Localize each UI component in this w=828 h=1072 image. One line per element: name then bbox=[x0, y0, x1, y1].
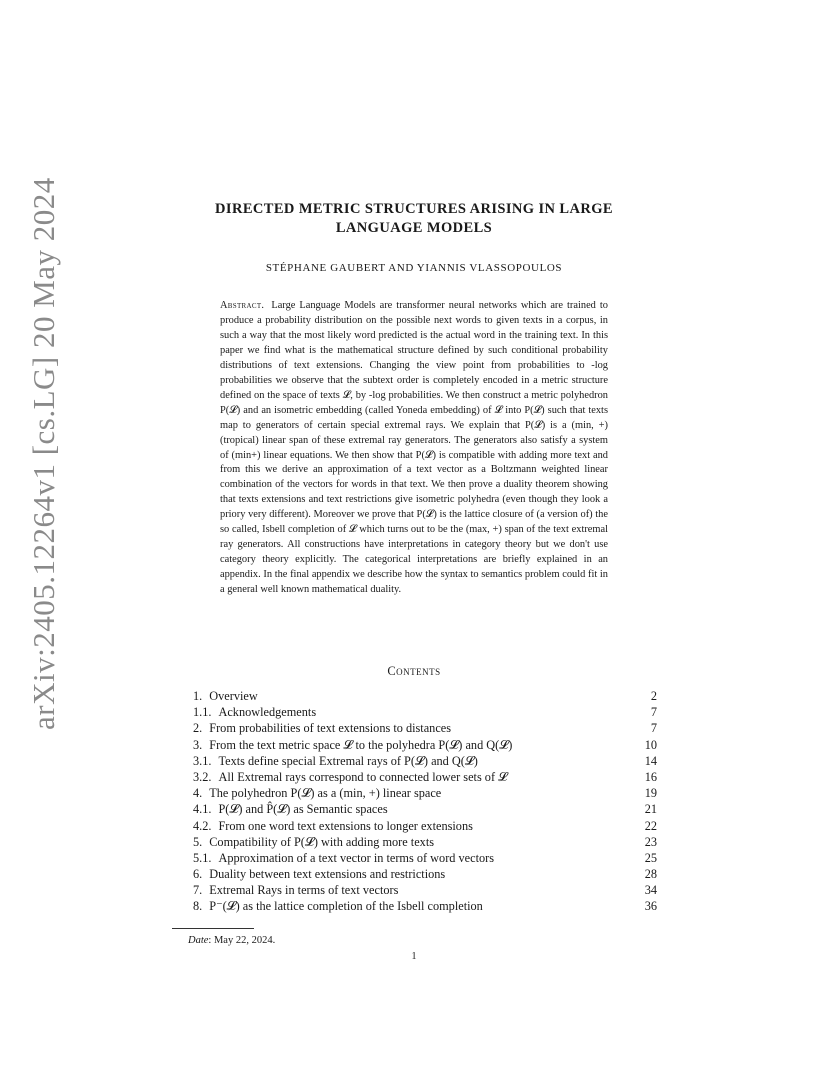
toc-entry-page: 7 bbox=[650, 721, 657, 736]
toc-entry-title: Duality between text extensions and restrictions bbox=[209, 867, 446, 882]
abstract bbox=[220, 299, 608, 598]
footnote-label: Date bbox=[188, 935, 209, 946]
toc-entry-number: 2. bbox=[193, 721, 203, 736]
toc-entry-page: 34 bbox=[644, 883, 657, 898]
toc-entry-title: From one word text extensions to longer extensions bbox=[218, 818, 473, 833]
toc-entry-page: 14 bbox=[644, 753, 657, 768]
toc-entry-page: 28 bbox=[644, 867, 657, 882]
toc-entry-title: P⁻(𝓛) as the lattice completion of the Isbell completion bbox=[209, 899, 483, 914]
toc-entry-number: 5.1. bbox=[193, 850, 212, 865]
toc-entry-page: 23 bbox=[644, 834, 657, 849]
toc-entry[interactable] bbox=[193, 898, 657, 914]
toc-entry-page: 25 bbox=[644, 850, 657, 865]
toc-entry[interactable] bbox=[193, 688, 657, 704]
toc-entry-title: Compatibility of P(𝓛) with adding more texts bbox=[209, 834, 435, 849]
toc-entry-title: From probabilities of text extensions to distances bbox=[209, 721, 452, 736]
page-number: 1 bbox=[411, 951, 417, 962]
toc-entry-page: 7 bbox=[650, 705, 657, 720]
paper-title bbox=[160, 200, 668, 238]
toc-entry-number: 1.1. bbox=[193, 705, 212, 720]
toc-entry-title: From the text metric space 𝓛 to the polyhedra P(𝓛) and Q(𝓛) bbox=[209, 737, 513, 752]
abstract-label: Abstract. bbox=[220, 300, 265, 311]
toc-entry[interactable] bbox=[193, 785, 657, 801]
toc-entry-page: 21 bbox=[644, 802, 657, 817]
toc-entry[interactable] bbox=[193, 834, 657, 850]
toc-entry-title: All Extremal rays correspond to connected lower sets of 𝓛 bbox=[218, 769, 508, 784]
toc-entry-number: 3.1. bbox=[193, 753, 212, 768]
toc-entry-number: 1. bbox=[193, 689, 203, 703]
toc-entry-page: 10 bbox=[644, 737, 657, 752]
toc-entry[interactable] bbox=[193, 801, 657, 817]
toc-entry[interactable] bbox=[193, 769, 657, 785]
toc-entry[interactable] bbox=[193, 850, 657, 866]
toc-entry-number: 5. bbox=[193, 834, 203, 849]
toc-entry-page: 2 bbox=[650, 689, 657, 703]
toc-entry[interactable] bbox=[193, 753, 657, 769]
toc-entry[interactable] bbox=[193, 882, 657, 898]
abstract-text: Large Language Models are transformer neural networks which are trained to produce a probability distribution on the possible next words to given texts in a corpus, in such a way that the most likely word predicted is the actual word in the training text. In this paper we find what is the mathematical structure defined by such conditional probability distributions of text extensions. Changing the view point from probabilities to -log probabilities we observe that the subtext order is completely encoded in a metric structure defined on the space of texts 𝓛, by -log probabilities. We then construct a metric polyhedron P(𝓛) and an isometric embedding (called Yoneda embedding) of 𝓛 into P(𝓛) such that texts map to generators of certain special extremal rays. We explain that P(𝓛) is a (min, +) (tropical) linear span of these extremal ray generators. The generators also satisfy a system of (min+) linear equations. We then show that P(𝓛) is compatible with adding more text and from this we derive an approximation of a text vector as a Boltzmann weighted linear combination of the vectors for words in that text. We then prove a duality theorem showing that texts extensions and text restrictions give isometric polyhedra (even though they look a priory very different). Moreover we prove that P(𝓛) is the lattice closure of (a version of) the so called, Isbell completion of 𝓛 which turns out to be the (max, +) span of the text extremal ray generators. All constructions have interpretations in category theory but we don't use category theory explicitly. The categorical interpretations are briefly explained in an appendix. In the final appendix we describe how the syntax to semantics problem could fit in a general well known mathematical duality. bbox=[220, 300, 608, 596]
toc-entry-number: 4. bbox=[193, 786, 203, 801]
paper-title-line-1: DIRECTED METRIC STRUCTURES ARISING IN LARGE bbox=[215, 201, 613, 217]
date-footnote bbox=[188, 935, 275, 946]
toc-entry-title: Overview bbox=[209, 689, 258, 703]
toc-entry-page: 36 bbox=[644, 899, 657, 914]
toc-entry[interactable] bbox=[193, 737, 657, 753]
authors: STÉPHANE GAUBERT AND YIANNIS VLASSOPOULOS bbox=[265, 262, 563, 274]
toc-entry-number: 6. bbox=[193, 867, 203, 882]
table-of-contents bbox=[193, 688, 657, 915]
toc-entry-number: 3.2. bbox=[193, 769, 212, 784]
toc-entry-page: 16 bbox=[644, 769, 657, 784]
toc-entry-number: 8. bbox=[193, 899, 203, 914]
toc-entry-title: Extremal Rays in terms of text vectors bbox=[209, 883, 399, 898]
toc-entry-title: Texts define special Extremal rays of P(𝓛) and Q(𝓛) bbox=[218, 753, 478, 768]
contents-heading: Contents bbox=[387, 664, 441, 678]
paper-title-line-2: LANGUAGE MODELS bbox=[335, 220, 493, 236]
arxiv-identifier-stamp: arXiv:2405.12264v1 [cs.LG] 20 May 2024 bbox=[26, 177, 61, 730]
toc-entry[interactable] bbox=[193, 866, 657, 882]
footnote-rule bbox=[172, 928, 254, 929]
toc-entry-page: 19 bbox=[644, 786, 657, 801]
toc-entry-title: Acknowledgements bbox=[218, 705, 317, 720]
toc-entry-number: 3. bbox=[193, 737, 203, 752]
toc-entry-number: 7. bbox=[193, 883, 203, 898]
footnote-text: : May 22, 2024. bbox=[208, 935, 276, 946]
toc-entry[interactable] bbox=[193, 704, 657, 720]
toc-entry-number: 4.2. bbox=[193, 818, 212, 833]
toc-entry[interactable] bbox=[193, 720, 657, 736]
toc-entry-title: P(𝓛) and P̂(𝓛) as Semantic spaces bbox=[218, 802, 388, 817]
toc-entry-number: 4.1. bbox=[193, 802, 212, 817]
toc-entry-title: Approximation of a text vector in terms of word vectors bbox=[218, 850, 495, 865]
toc-entry[interactable] bbox=[193, 818, 657, 834]
toc-entry-page: 22 bbox=[644, 818, 657, 833]
toc-entry-title: The polyhedron P(𝓛) as a (min, +) linear space bbox=[209, 786, 442, 801]
